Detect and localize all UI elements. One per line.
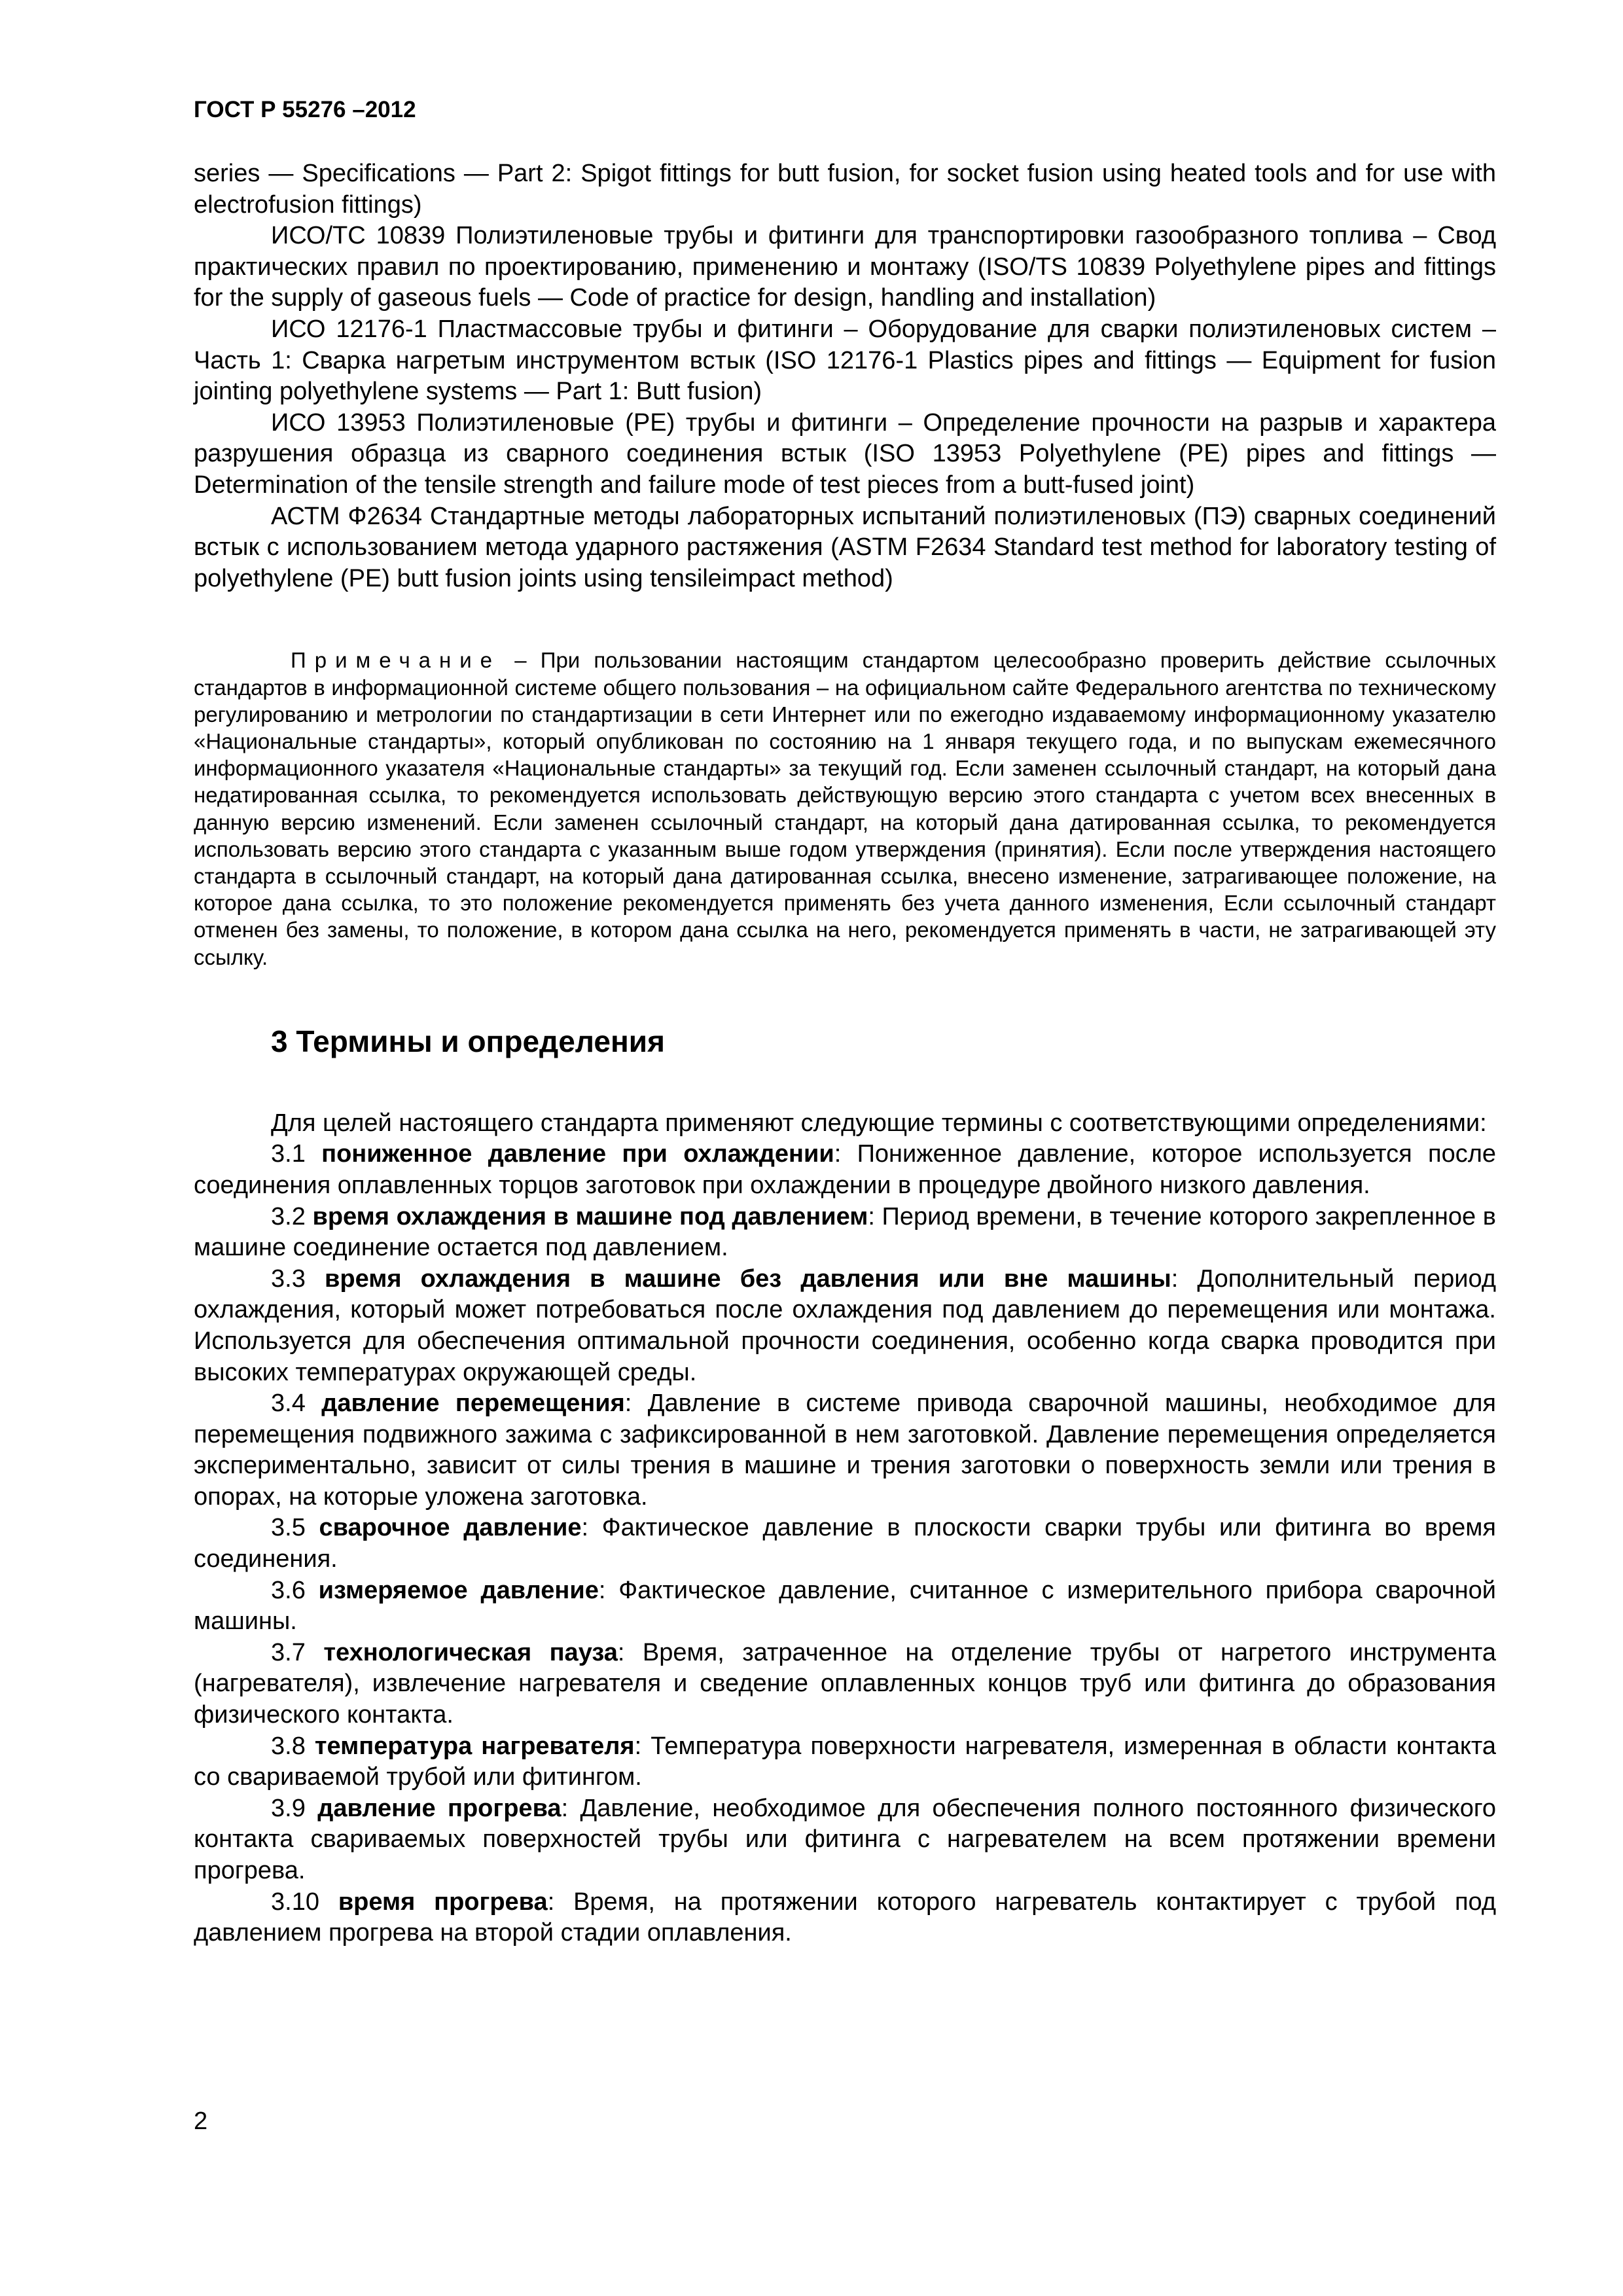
term-definition: : Давление в системе привода сварочной машины, необходимое для перемещения подвижного зажима с зафиксированной в нем заготовкой. Давление перемещения определяется экспериментально, зависит от силы трения в машине и трения заготовки о поверхность земли или трения в опорах, на которые уложена заготовка. <box>194 1390 1496 1511</box>
term-entry <box>194 1887 1496 1949</box>
reference-iso-13953: ИСО 13953 Полиэтиленовые (РЕ) трубы и фитинги – Определение прочности на разрыв и характера разрушения образца из сварного соединения встык (ISO 13953 Polyethylene (PE) pipes and fittings — Determination of the tensile strength and failure mode of test pieces from a butt-fused joint) <box>194 408 1496 499</box>
term-number: 3.10 <box>271 1888 319 1916</box>
term-name: давление прогрева <box>317 1794 562 1822</box>
page-content <box>194 158 1496 1949</box>
section-title: 3 Термины и определения <box>271 1024 665 1058</box>
reference-astm-f2634: АСТМ Ф2634 Стандартные методы лабораторных испытаний полиэтиленовых (ПЭ) сварных соединений встык с использованием метода ударного растяжения (ASTM F2634 Standard test method for laboratory testing of polyethylene (PE) butt fusion joints using tensileimpact method) <box>194 502 1496 592</box>
term-name: технологическая пауза <box>323 1638 618 1666</box>
term-name: измеряемое давление <box>318 1576 599 1604</box>
term-definition: : Температура поверхности нагревателя, измеренная в области контакта со свариваемой трубой или фитингом. <box>194 1732 1497 1791</box>
term-definition: : Период времени, в течение которого закрепленное в машине соединение остается под давлением. <box>194 1202 1496 1262</box>
term-definition: : Время, затраченное на отделение трубы от нагретого инструмента (нагревателя), извлечение нагревателя и сведение оплавленных концов труб или фитинга до образования физического контакта. <box>194 1638 1496 1729</box>
term-number: 3.9 <box>271 1794 306 1822</box>
note-text: – При пользовании настоящим стандартом целесообразно проверить действие ссылочных стандартов в информационной системе общего пользования – на официальном сайте Федерального агентства по техническому регулированию и метрологии по стандартизации в сети Интернет или по ежегодно издаваемому информационному указателю «Национальные стандарты», который опубликован по состоянию на 1 января текущего года, и по выпускам ежемесячного информационного указателя «Национальные стандарты» за текущий год. Если заменен ссылочный стандарт, на который дана недатированная ссылка, то рекомендуется использовать действующую версию этого стандарта с учетом всех внесенных в данную версию изменений. Если заменен ссылочный стандарт, на который дана датированная ссылка, то рекомендуется использовать версию этого стандарта с указанным выше годом утверждения (принятия). Если после утверждения настоящего стандарта в ссылочный стандарт, на который дана датированная ссылка, внесено изменение, затрагивающее положение, на которое дана ссылка, то это положение рекомендуется применять без учета данного изменения, Если ссылочный стандарт отменен без замены, то положение, в котором дана ссылка на него, рекомендуется применять в части, не затрагивающей эту ссылку. <box>194 648 1496 969</box>
term-number: 3.8 <box>271 1732 306 1760</box>
term-entry <box>194 1513 1496 1575</box>
term-name: время охлаждения в машине без давления или вне машины <box>325 1265 1171 1293</box>
section-intro: Для целей настоящего стандарта применяют следующие термины с соответствующими определениями: <box>271 1109 1487 1137</box>
term-entry <box>194 1793 1496 1887</box>
term-definition: : Дополнительный период охлаждения, который может потребоваться после охлаждения под давлением до перемещения или монтажа. Используется для обеспечения оптимальной прочности соединения, особенно когда сварка проводится при высоких температурах окружающей среды. <box>194 1265 1497 1386</box>
term-entry <box>194 1638 1496 1731</box>
term-entry <box>194 1264 1496 1388</box>
term-number: 3.3 <box>271 1265 306 1293</box>
term-definition: : Пониженное давление, которое используется после соединения оплавленных торцов заготовок при охлаждении в процедуре двойного низкого давления. <box>194 1140 1497 1199</box>
term-name: пониженное давление при охлаждении <box>321 1140 834 1168</box>
term-definition: : Время, на протяжении которого нагреватель контактирует с трубой под давлением прогрева на второй стадии оплавления. <box>194 1888 1496 1947</box>
reference-iso-ts-10839: ИСО/ТС 10839 Полиэтиленовые трубы и фитинги для транспортировки газообразного топлива – Свод практических правил по проектированию, применению и монтажу (ISO/TS 10839 Polyethylene pipes and fittings for the supply of gaseous fuels — Code of practice for design, handling and installation) <box>194 222 1496 312</box>
term-number: 3.1 <box>271 1140 306 1168</box>
term-entry <box>194 1388 1496 1513</box>
term-entry <box>194 1731 1496 1793</box>
term-number: 3.7 <box>271 1638 306 1666</box>
term-name: время охлаждения в машине под давлением <box>312 1202 868 1230</box>
term-name: температура нагревателя <box>314 1732 635 1760</box>
note-paragraph <box>194 647 1496 970</box>
reference-continuation: series — Specifications — Part 2: Spigot fittings for butt fusion, for socket fusion using heated tools and for use with electrofusion fittings) <box>194 160 1496 219</box>
term-name: сварочное давление <box>319 1514 582 1542</box>
term-entry <box>194 1139 1496 1201</box>
term-entry <box>194 1575 1496 1638</box>
term-number: 3.2 <box>271 1202 306 1230</box>
term-name: давление перемещения <box>321 1390 625 1418</box>
note-lead: Примечание <box>291 648 501 673</box>
term-entry <box>194 1202 1496 1264</box>
term-definition: : Фактическое давление в плоскости сварки трубы или фитинга во время соединения. <box>194 1514 1497 1573</box>
standard-header: ГОСТ Р 55276 –2012 <box>194 97 416 122</box>
term-definition: : Фактическое давление, считанное с измерительного прибора сварочной машины. <box>194 1576 1496 1636</box>
page-number: 2 <box>194 2108 208 2135</box>
term-name: время прогрева <box>338 1888 548 1916</box>
term-number: 3.6 <box>271 1576 306 1604</box>
term-number: 3.4 <box>271 1390 306 1418</box>
reference-iso-12176-1: ИСО 12176-1 Пластмассовые трубы и фитинги – Оборудование для сварки полиэтиленовых систем – Часть 1: Сварка нагретым инструментом встык (ISO 12176-1 Plastics pipes and fittings — Equipment for fusion jointing polyethylene systems — Part 1: Butt fusion) <box>194 315 1496 406</box>
term-definition: : Давление, необходимое для обеспечения полного постоянного физического контакта свариваемых поверхностей трубы или фитинга с нагревателем на всем протяжении времени прогрева. <box>194 1794 1497 1884</box>
term-number: 3.5 <box>271 1514 306 1542</box>
